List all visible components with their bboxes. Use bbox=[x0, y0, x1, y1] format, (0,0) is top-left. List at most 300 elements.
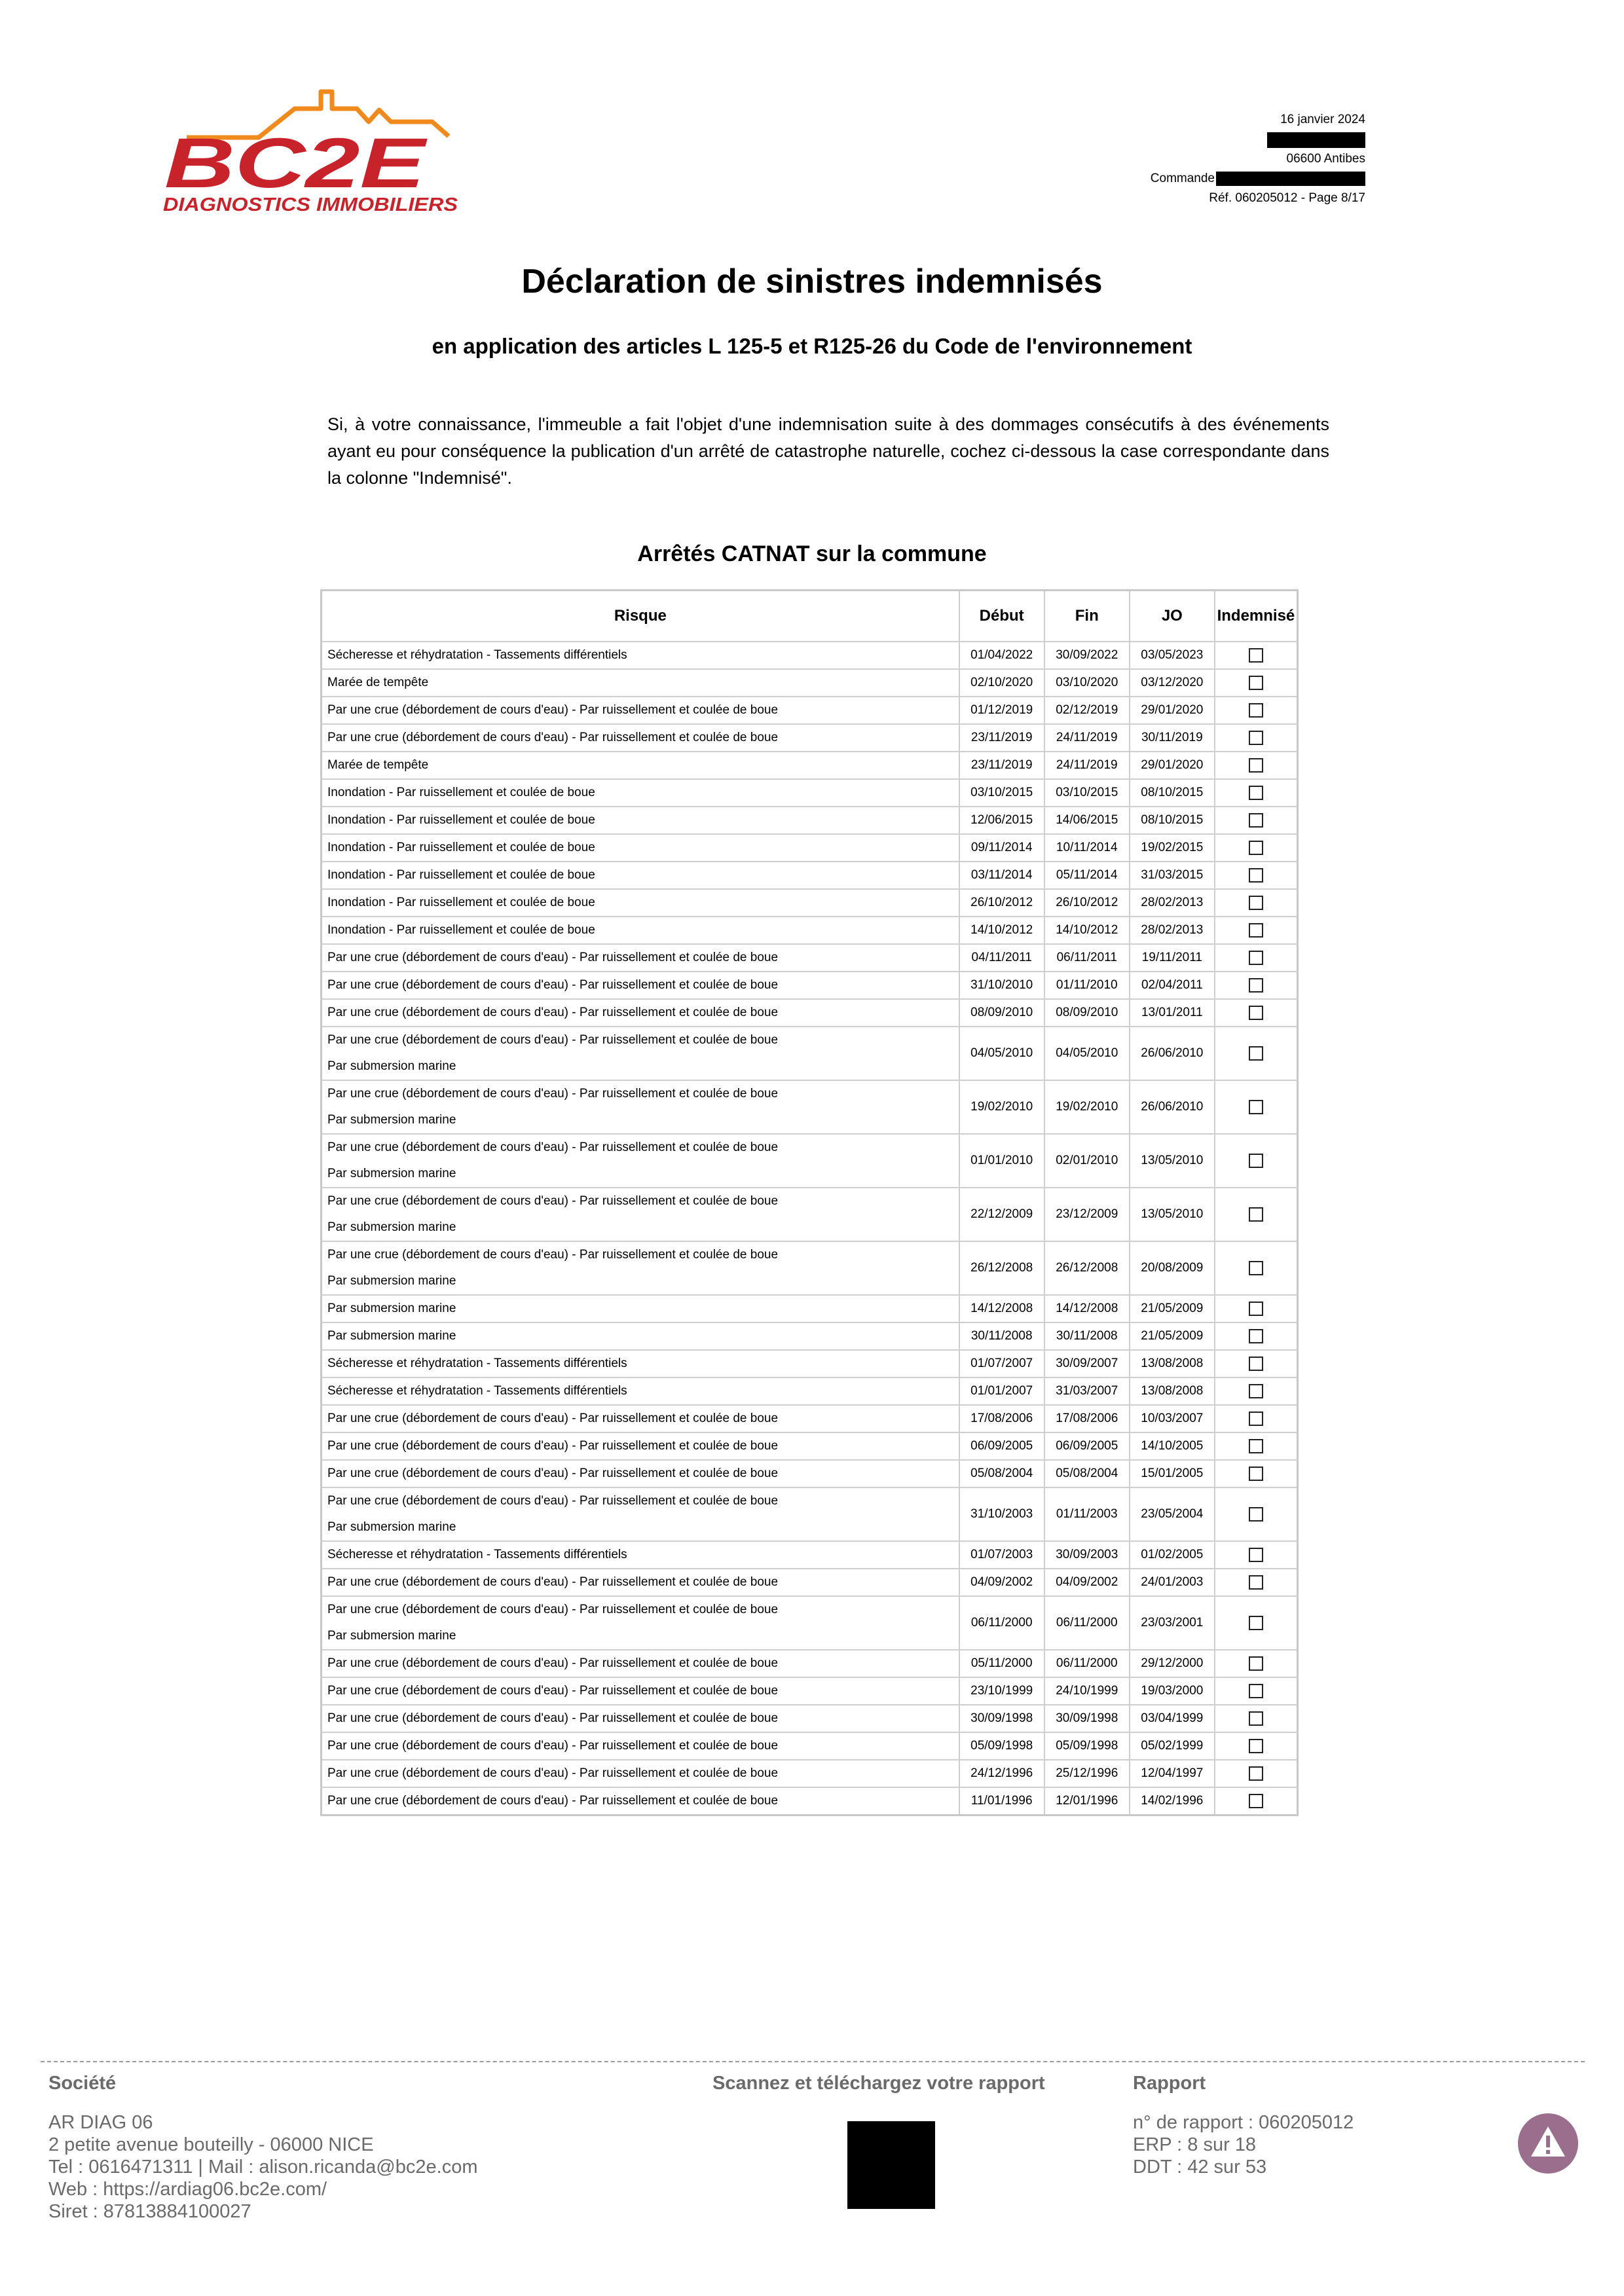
cell-indemnified bbox=[1215, 669, 1298, 697]
risk-line: Marée de tempête bbox=[327, 758, 429, 772]
cell-indemnified bbox=[1215, 1732, 1298, 1760]
footer-report-block bbox=[1133, 2111, 1354, 2178]
cell-start: 19/02/2010 bbox=[959, 1080, 1044, 1134]
risk-line: Sécheresse et réhydratation - Tassements différentiels bbox=[327, 1384, 627, 1398]
cell-risk bbox=[322, 889, 959, 917]
cell-indemnified bbox=[1215, 697, 1298, 724]
cell-indemnified bbox=[1215, 1487, 1298, 1541]
cell-jo: 29/01/2020 bbox=[1130, 752, 1215, 779]
risk-line: Par une crue (débordement de cours d'eau) - Par ruissellement et coulée de boue bbox=[327, 951, 779, 964]
risk-line: Par une crue (débordement de cours d'eau) - Par ruissellement et coulée de boue bbox=[327, 1603, 779, 1616]
indemnified-checkbox[interactable] bbox=[1249, 1467, 1263, 1481]
cell-risk bbox=[322, 807, 959, 834]
cell-indemnified bbox=[1215, 1650, 1298, 1677]
cell-start: 03/11/2014 bbox=[959, 862, 1044, 889]
risk-line: Par une crue (débordement de cours d'eau) - Par ruissellement et coulée de boue bbox=[327, 1711, 779, 1725]
indemnified-checkbox[interactable] bbox=[1249, 1794, 1263, 1808]
cell-risk bbox=[322, 1596, 959, 1650]
risk-line: Par une crue (débordement de cours d'eau) - Par ruissellement et coulée de boue bbox=[327, 1412, 779, 1425]
indemnified-checkbox[interactable] bbox=[1249, 1006, 1263, 1020]
risk-line: Par submersion marine bbox=[327, 1220, 456, 1234]
header-indemnified: Indemnisé bbox=[1215, 591, 1298, 642]
cell-jo: 13/01/2011 bbox=[1130, 999, 1215, 1027]
risk-line: Par une crue (débordement de cours d'eau) - Par ruissellement et coulée de boue bbox=[327, 1575, 779, 1589]
report-erp: ERP : 8 sur 18 bbox=[1133, 2134, 1257, 2155]
table-row bbox=[322, 1295, 1298, 1322]
cell-end: 24/11/2019 bbox=[1044, 724, 1130, 752]
table-row bbox=[322, 889, 1298, 917]
cell-end: 26/10/2012 bbox=[1044, 889, 1130, 917]
cell-jo: 13/08/2008 bbox=[1130, 1350, 1215, 1377]
header-jo: JO bbox=[1130, 591, 1215, 642]
cell-indemnified bbox=[1215, 779, 1298, 807]
risk-line: Par une crue (débordement de cours d'eau) - Par ruissellement et coulée de boue bbox=[327, 1140, 779, 1154]
risk-line: Inondation - Par ruissellement et coulée de boue bbox=[327, 896, 595, 909]
table-row bbox=[322, 1677, 1298, 1705]
header-end: Fin bbox=[1044, 591, 1130, 642]
cell-risk bbox=[322, 1188, 959, 1241]
warning-triangle-icon[interactable] bbox=[1518, 2113, 1578, 2174]
cell-risk bbox=[322, 1677, 959, 1705]
cell-end: 05/08/2004 bbox=[1044, 1460, 1130, 1487]
indemnified-checkbox[interactable] bbox=[1249, 1548, 1263, 1562]
cell-end: 06/11/2000 bbox=[1044, 1650, 1130, 1677]
cell-end: 06/11/2011 bbox=[1044, 944, 1130, 972]
table-row bbox=[322, 1377, 1298, 1405]
risk-line: Par submersion marine bbox=[327, 1274, 456, 1288]
cell-risk bbox=[322, 1487, 959, 1541]
cell-start: 11/01/1996 bbox=[959, 1787, 1044, 1815]
table-row bbox=[322, 1650, 1298, 1677]
cell-start: 22/12/2009 bbox=[959, 1188, 1044, 1241]
cell-end: 03/10/2015 bbox=[1044, 779, 1130, 807]
cell-jo: 19/11/2011 bbox=[1130, 944, 1215, 972]
cell-risk bbox=[322, 1027, 959, 1080]
indemnified-checkbox[interactable] bbox=[1249, 1739, 1263, 1753]
cell-start: 02/10/2020 bbox=[959, 669, 1044, 697]
cell-risk bbox=[322, 917, 959, 944]
table-row bbox=[322, 697, 1298, 724]
risk-line: Par une crue (débordement de cours d'eau) - Par ruissellement et coulée de boue bbox=[327, 1467, 779, 1480]
catnat-table bbox=[320, 589, 1299, 1816]
indemnified-checkbox[interactable] bbox=[1249, 868, 1263, 883]
cell-risk bbox=[322, 1760, 959, 1787]
risk-line: Sécheresse et réhydratation - Tassements différentiels bbox=[327, 1548, 627, 1561]
cell-jo: 05/02/1999 bbox=[1130, 1732, 1215, 1760]
cell-start: 12/06/2015 bbox=[959, 807, 1044, 834]
cell-end: 24/10/1999 bbox=[1044, 1677, 1130, 1705]
cell-start: 30/09/1998 bbox=[959, 1705, 1044, 1732]
header-order bbox=[1151, 169, 1365, 189]
order-label: Commande bbox=[1150, 172, 1215, 185]
page-subtitle: en application des articles L 125-5 et R125-26 du Code de l'environnement bbox=[432, 334, 1192, 358]
cell-jo: 28/02/2013 bbox=[1130, 917, 1215, 944]
cell-start: 04/09/2002 bbox=[959, 1569, 1044, 1596]
indemnified-checkbox[interactable] bbox=[1249, 1766, 1263, 1781]
cell-indemnified bbox=[1215, 1760, 1298, 1787]
cell-start: 26/12/2008 bbox=[959, 1241, 1044, 1295]
cell-indemnified bbox=[1215, 724, 1298, 752]
indemnified-checkbox[interactable] bbox=[1249, 813, 1263, 828]
cell-jo: 28/02/2013 bbox=[1130, 889, 1215, 917]
cell-indemnified bbox=[1215, 1596, 1298, 1650]
logo-tagline: DIAGNOSTICS IMMOBILIERS bbox=[163, 194, 458, 215]
risk-line: Par une crue (débordement de cours d'eau) - Par ruissellement et coulée de boue bbox=[327, 1248, 779, 1262]
cell-jo: 01/02/2005 bbox=[1130, 1541, 1215, 1569]
table-body bbox=[322, 642, 1298, 1815]
indemnified-checkbox[interactable] bbox=[1249, 1302, 1263, 1316]
indemnified-checkbox[interactable] bbox=[1249, 703, 1263, 718]
table-row bbox=[322, 1350, 1298, 1377]
indemnified-checkbox[interactable] bbox=[1249, 896, 1263, 910]
table-row bbox=[322, 779, 1298, 807]
cell-jo: 23/03/2001 bbox=[1130, 1596, 1215, 1650]
table-row bbox=[322, 1134, 1298, 1188]
cell-end: 30/09/2003 bbox=[1044, 1541, 1130, 1569]
cell-end: 26/12/2008 bbox=[1044, 1241, 1130, 1295]
risk-line: Par une crue (débordement de cours d'eau) - Par ruissellement et coulée de boue bbox=[327, 1439, 779, 1453]
cell-jo: 31/03/2015 bbox=[1130, 862, 1215, 889]
table-header-row bbox=[322, 591, 1298, 642]
footer-company-heading: Société bbox=[48, 2073, 117, 2094]
cell-end: 14/12/2008 bbox=[1044, 1295, 1130, 1322]
table-row bbox=[322, 1080, 1298, 1134]
table-row bbox=[322, 807, 1298, 834]
indemnified-checkbox[interactable] bbox=[1249, 1507, 1263, 1522]
risk-line: Inondation - Par ruissellement et coulée de boue bbox=[327, 923, 595, 937]
cell-indemnified bbox=[1215, 752, 1298, 779]
cell-end: 04/05/2010 bbox=[1044, 1027, 1130, 1080]
cell-end: 02/12/2019 bbox=[1044, 697, 1130, 724]
cell-end: 01/11/2010 bbox=[1044, 972, 1130, 999]
cell-jo: 03/05/2023 bbox=[1130, 642, 1215, 669]
cell-risk bbox=[322, 1134, 959, 1188]
cell-jo: 21/05/2009 bbox=[1130, 1322, 1215, 1350]
table-row bbox=[322, 1541, 1298, 1569]
cell-jo: 29/12/2000 bbox=[1130, 1650, 1215, 1677]
cell-indemnified bbox=[1215, 1188, 1298, 1241]
risk-line: Par une crue (débordement de cours d'eau) - Par ruissellement et coulée de boue bbox=[327, 1194, 779, 1208]
cell-jo: 13/05/2010 bbox=[1130, 1134, 1215, 1188]
risk-line: Par une crue (débordement de cours d'eau) - Par ruissellement et coulée de boue bbox=[327, 731, 779, 744]
table-row bbox=[322, 917, 1298, 944]
intro-paragraph: Si, à votre connaissance, l'immeuble a fait l'objet d'une indemnisation suite à des dommages consécutifs à des événements ayant eu pour conséquence la publication d'un arrêté de catastrophe naturelle, cochez ci-dessous la case correspondante dans la colonne "Indemnisé". bbox=[327, 414, 1329, 488]
cell-end: 30/09/2022 bbox=[1044, 642, 1130, 669]
indemnified-checkbox[interactable] bbox=[1249, 923, 1263, 938]
cell-jo: 30/11/2019 bbox=[1130, 724, 1215, 752]
cell-risk bbox=[322, 999, 959, 1027]
cell-start: 23/11/2019 bbox=[959, 752, 1044, 779]
cell-indemnified bbox=[1215, 1405, 1298, 1432]
document-header-info bbox=[1151, 110, 1365, 208]
cell-end: 06/09/2005 bbox=[1044, 1432, 1130, 1460]
cell-jo: 23/05/2004 bbox=[1130, 1487, 1215, 1541]
cell-jo: 03/12/2020 bbox=[1130, 669, 1215, 697]
indemnified-checkbox[interactable] bbox=[1249, 1154, 1263, 1168]
footer-company-block bbox=[48, 2111, 477, 2223]
cell-indemnified bbox=[1215, 1787, 1298, 1815]
indemnified-checkbox[interactable] bbox=[1249, 1656, 1263, 1671]
cell-risk bbox=[322, 1460, 959, 1487]
footer-scan-heading: Scannez et téléchargez votre rapport bbox=[712, 2073, 1045, 2094]
cell-start: 04/05/2010 bbox=[959, 1027, 1044, 1080]
table-row bbox=[322, 834, 1298, 862]
cell-jo: 26/06/2010 bbox=[1130, 1080, 1215, 1134]
risk-line: Par une crue (débordement de cours d'eau) - Par ruissellement et coulée de boue bbox=[327, 703, 779, 717]
risk-line: Par submersion marine bbox=[327, 1302, 456, 1315]
header-reference: Réf. 060205012 - Page 8/17 bbox=[1209, 191, 1365, 205]
cell-start: 01/12/2019 bbox=[959, 697, 1044, 724]
table-row bbox=[322, 1596, 1298, 1650]
cell-indemnified bbox=[1215, 1295, 1298, 1322]
cell-end: 17/08/2006 bbox=[1044, 1405, 1130, 1432]
cell-end: 06/11/2000 bbox=[1044, 1596, 1130, 1650]
cell-end: 02/01/2010 bbox=[1044, 1134, 1130, 1188]
risk-line: Inondation - Par ruissellement et coulée de boue bbox=[327, 841, 595, 854]
cell-jo: 19/02/2015 bbox=[1130, 834, 1215, 862]
cell-indemnified bbox=[1215, 999, 1298, 1027]
cell-indemnified bbox=[1215, 1350, 1298, 1377]
table-row bbox=[322, 1732, 1298, 1760]
indemnified-checkbox[interactable] bbox=[1249, 648, 1263, 663]
table-row bbox=[322, 669, 1298, 697]
cell-end: 19/02/2010 bbox=[1044, 1080, 1130, 1134]
cell-jo: 13/05/2010 bbox=[1130, 1188, 1215, 1241]
cell-start: 04/11/2011 bbox=[959, 944, 1044, 972]
indemnified-checkbox[interactable] bbox=[1249, 1261, 1263, 1275]
qr-code[interactable] bbox=[847, 2121, 935, 2209]
cell-start: 23/11/2019 bbox=[959, 724, 1044, 752]
cell-risk bbox=[322, 1705, 959, 1732]
cell-indemnified bbox=[1215, 807, 1298, 834]
cell-start: 24/12/1996 bbox=[959, 1760, 1044, 1787]
cell-jo: 14/02/1996 bbox=[1130, 1787, 1215, 1815]
cell-end: 31/03/2007 bbox=[1044, 1377, 1130, 1405]
cell-indemnified bbox=[1215, 889, 1298, 917]
cell-risk bbox=[322, 779, 959, 807]
risk-line: Par une crue (débordement de cours d'eau) - Par ruissellement et coulée de boue bbox=[327, 1684, 779, 1698]
indemnified-checkbox[interactable] bbox=[1249, 1575, 1263, 1590]
indemnified-checkbox[interactable] bbox=[1249, 731, 1263, 745]
cell-jo: 20/08/2009 bbox=[1130, 1241, 1215, 1295]
risk-line: Par une crue (débordement de cours d'eau) - Par ruissellement et coulée de boue bbox=[327, 978, 779, 992]
cell-risk bbox=[322, 1650, 959, 1677]
cell-indemnified bbox=[1215, 1705, 1298, 1732]
risk-line: Par une crue (débordement de cours d'eau) - Par ruissellement et coulée de boue bbox=[327, 1087, 779, 1101]
report-number: n° de rapport : 060205012 bbox=[1133, 2112, 1354, 2133]
cell-end: 14/06/2015 bbox=[1044, 807, 1130, 834]
indemnified-checkbox[interactable] bbox=[1249, 1684, 1263, 1698]
cell-start: 05/11/2000 bbox=[959, 1650, 1044, 1677]
indemnified-checkbox[interactable] bbox=[1249, 1329, 1263, 1343]
indemnified-checkbox[interactable] bbox=[1249, 1357, 1263, 1371]
cell-indemnified bbox=[1215, 1569, 1298, 1596]
company-contact: Tel : 0616471311 | Mail : alison.ricanda@bc2e.com bbox=[48, 2157, 478, 2178]
cell-start: 09/11/2014 bbox=[959, 834, 1044, 862]
cell-indemnified bbox=[1215, 1080, 1298, 1134]
header-risk: Risque bbox=[322, 591, 959, 642]
risk-line: Inondation - Par ruissellement et coulée de boue bbox=[327, 786, 595, 799]
cell-indemnified bbox=[1215, 972, 1298, 999]
cell-end: 25/12/1996 bbox=[1044, 1760, 1130, 1787]
risk-line: Par une crue (débordement de cours d'eau) - Par ruissellement et coulée de boue bbox=[327, 1766, 779, 1780]
cell-jo: 26/06/2010 bbox=[1130, 1027, 1215, 1080]
cell-risk bbox=[322, 1350, 959, 1377]
cell-risk bbox=[322, 1241, 959, 1295]
table-row bbox=[322, 1322, 1298, 1350]
cell-jo: 08/10/2015 bbox=[1130, 779, 1215, 807]
cell-jo: 02/04/2011 bbox=[1130, 972, 1215, 999]
risk-line: Sécheresse et réhydratation - Tassements différentiels bbox=[327, 1357, 627, 1370]
company-address: 2 petite avenue bouteilly - 06000 NICE bbox=[48, 2134, 374, 2155]
cell-jo: 13/08/2008 bbox=[1130, 1377, 1215, 1405]
cell-indemnified bbox=[1215, 1377, 1298, 1405]
cell-start: 03/10/2015 bbox=[959, 779, 1044, 807]
cell-start: 26/10/2012 bbox=[959, 889, 1044, 917]
indemnified-checkbox[interactable] bbox=[1249, 978, 1263, 993]
cell-risk bbox=[322, 1322, 959, 1350]
company-web: Web : https://ardiag06.bc2e.com/ bbox=[48, 2179, 327, 2200]
indemnified-checkbox[interactable] bbox=[1249, 1711, 1263, 1726]
cell-start: 31/10/2010 bbox=[959, 972, 1044, 999]
cell-indemnified bbox=[1215, 642, 1298, 669]
cell-end: 12/01/1996 bbox=[1044, 1787, 1130, 1815]
table-row bbox=[322, 1705, 1298, 1732]
risk-line: Inondation - Par ruissellement et coulée de boue bbox=[327, 868, 595, 882]
cell-indemnified bbox=[1215, 1322, 1298, 1350]
cell-end: 04/09/2002 bbox=[1044, 1569, 1130, 1596]
risk-line: Par une crue (débordement de cours d'eau) - Par ruissellement et coulée de boue bbox=[327, 1739, 779, 1753]
cell-risk bbox=[322, 752, 959, 779]
table-row bbox=[322, 724, 1298, 752]
risk-line: Par submersion marine bbox=[327, 1059, 456, 1073]
risk-line: Par une crue (débordement de cours d'eau) - Par ruissellement et coulée de boue bbox=[327, 1794, 779, 1808]
indemnified-checkbox[interactable] bbox=[1249, 1384, 1263, 1398]
cell-jo: 21/05/2009 bbox=[1130, 1295, 1215, 1322]
table-row bbox=[322, 1787, 1298, 1815]
cell-indemnified bbox=[1215, 1432, 1298, 1460]
table-title: Arrêtés CATNAT sur la commune bbox=[637, 541, 987, 566]
indemnified-checkbox[interactable] bbox=[1249, 1616, 1263, 1630]
risk-line: Par une crue (débordement de cours d'eau) - Par ruissellement et coulée de boue bbox=[327, 1033, 779, 1047]
indemnified-checkbox[interactable] bbox=[1249, 841, 1263, 855]
table-row bbox=[322, 1027, 1298, 1080]
table-row bbox=[322, 944, 1298, 972]
cell-risk bbox=[322, 1377, 959, 1405]
table-row bbox=[322, 1432, 1298, 1460]
cell-start: 17/08/2006 bbox=[959, 1405, 1044, 1432]
catnat-table-container bbox=[320, 589, 1299, 1816]
indemnified-checkbox[interactable] bbox=[1249, 1412, 1263, 1426]
cell-indemnified bbox=[1215, 917, 1298, 944]
indemnified-checkbox[interactable] bbox=[1249, 1046, 1263, 1061]
cell-indemnified bbox=[1215, 1460, 1298, 1487]
cell-indemnified bbox=[1215, 944, 1298, 972]
risk-line: Par submersion marine bbox=[327, 1167, 456, 1180]
cell-start: 14/12/2008 bbox=[959, 1295, 1044, 1322]
table-row bbox=[322, 1188, 1298, 1241]
cell-start: 23/10/1999 bbox=[959, 1677, 1044, 1705]
cell-jo: 24/01/2003 bbox=[1130, 1569, 1215, 1596]
cell-risk bbox=[322, 1080, 959, 1134]
table-row bbox=[322, 1460, 1298, 1487]
indemnified-checkbox[interactable] bbox=[1249, 786, 1263, 800]
risk-line: Par submersion marine bbox=[327, 1520, 456, 1534]
cell-end: 30/09/1998 bbox=[1044, 1705, 1130, 1732]
cell-start: 01/01/2010 bbox=[959, 1134, 1044, 1188]
indemnified-checkbox[interactable] bbox=[1249, 1100, 1263, 1114]
table-row bbox=[322, 1569, 1298, 1596]
indemnified-checkbox[interactable] bbox=[1249, 1439, 1263, 1453]
cell-risk bbox=[322, 862, 959, 889]
risk-line: Par une crue (débordement de cours d'eau) - Par ruissellement et coulée de boue bbox=[327, 1494, 779, 1508]
table-row bbox=[322, 972, 1298, 999]
company-logo bbox=[160, 84, 475, 215]
risk-line: Marée de tempête bbox=[327, 676, 429, 689]
cell-risk bbox=[322, 724, 959, 752]
indemnified-checkbox[interactable] bbox=[1249, 1207, 1263, 1222]
cell-risk bbox=[322, 1569, 959, 1596]
indemnified-checkbox[interactable] bbox=[1249, 758, 1263, 773]
cell-jo: 12/04/1997 bbox=[1130, 1760, 1215, 1787]
cell-risk bbox=[322, 1732, 959, 1760]
cell-end: 30/09/2007 bbox=[1044, 1350, 1130, 1377]
cell-indemnified bbox=[1215, 1677, 1298, 1705]
header-start: Début bbox=[959, 591, 1044, 642]
cell-start: 01/07/2007 bbox=[959, 1350, 1044, 1377]
cell-risk bbox=[322, 1432, 959, 1460]
cell-indemnified bbox=[1215, 1541, 1298, 1569]
cell-start: 01/07/2003 bbox=[959, 1541, 1044, 1569]
cell-risk bbox=[322, 1295, 959, 1322]
cell-end: 10/11/2014 bbox=[1044, 834, 1130, 862]
company-name: AR DIAG 06 bbox=[48, 2112, 153, 2133]
header-redacted-line bbox=[1151, 130, 1365, 149]
cell-jo: 15/01/2005 bbox=[1130, 1460, 1215, 1487]
cell-start: 01/01/2007 bbox=[959, 1377, 1044, 1405]
risk-line: Par une crue (débordement de cours d'eau) - Par ruissellement et coulée de boue bbox=[327, 1006, 779, 1019]
indemnified-checkbox[interactable] bbox=[1249, 676, 1263, 690]
table-row bbox=[322, 752, 1298, 779]
cell-jo: 29/01/2020 bbox=[1130, 697, 1215, 724]
cell-start: 05/09/1998 bbox=[959, 1732, 1044, 1760]
cell-start: 30/11/2008 bbox=[959, 1322, 1044, 1350]
cell-start: 06/09/2005 bbox=[959, 1432, 1044, 1460]
cell-indemnified bbox=[1215, 834, 1298, 862]
table-row bbox=[322, 642, 1298, 669]
cell-indemnified bbox=[1215, 1027, 1298, 1080]
cell-risk bbox=[322, 669, 959, 697]
page-title: Déclaration de sinistres indemnisés bbox=[521, 263, 1103, 301]
risk-line: Inondation - Par ruissellement et coulée de boue bbox=[327, 813, 595, 827]
cell-indemnified bbox=[1215, 1241, 1298, 1295]
cell-start: 06/11/2000 bbox=[959, 1596, 1044, 1650]
cell-end: 05/11/2014 bbox=[1044, 862, 1130, 889]
cell-risk bbox=[322, 642, 959, 669]
cell-start: 31/10/2003 bbox=[959, 1487, 1044, 1541]
table-row bbox=[322, 999, 1298, 1027]
indemnified-checkbox[interactable] bbox=[1249, 951, 1263, 965]
cell-indemnified bbox=[1215, 862, 1298, 889]
table-row bbox=[322, 1241, 1298, 1295]
cell-risk bbox=[322, 972, 959, 999]
table-row bbox=[322, 1760, 1298, 1787]
cell-jo: 14/10/2005 bbox=[1130, 1432, 1215, 1460]
order-redacted bbox=[1216, 172, 1365, 186]
cell-jo: 03/04/1999 bbox=[1130, 1705, 1215, 1732]
cell-end: 24/11/2019 bbox=[1044, 752, 1130, 779]
company-siret: Siret : 87813884100027 bbox=[48, 2201, 251, 2222]
